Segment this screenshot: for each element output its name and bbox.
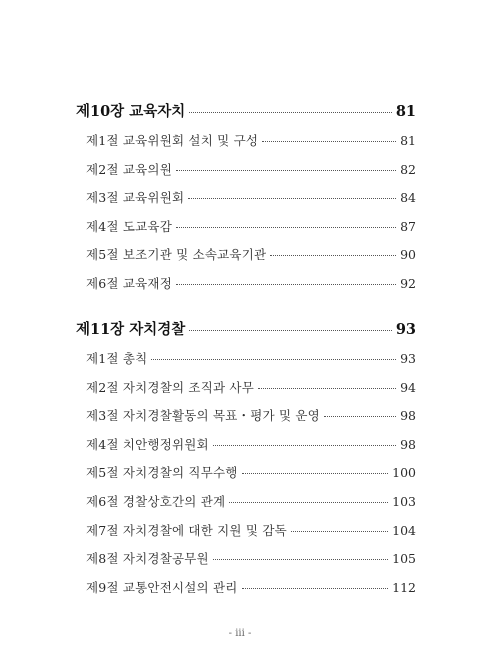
section-page-number: 105 — [392, 551, 416, 567]
chapter-heading — [76, 100, 416, 130]
section-page-number: 92 — [400, 275, 416, 291]
toc-entry — [76, 274, 416, 303]
section-page-number: 98 — [400, 408, 416, 424]
toc-entry — [76, 160, 416, 189]
section-title: 제5절 보조기관 및 소속교육기관 — [86, 247, 267, 263]
chapter-page-number: 93 — [395, 321, 416, 338]
section-page-number: 94 — [400, 379, 416, 395]
dot-leader — [242, 472, 389, 474]
toc-entry — [76, 131, 416, 160]
section-page-number: 104 — [392, 522, 416, 538]
section-title: 제8절 자치경찰공무원 — [86, 551, 209, 567]
dot-leader — [188, 197, 396, 199]
section-title: 제2절 자치경찰의 조직과 사무 — [86, 379, 254, 395]
dot-leader — [151, 358, 396, 360]
section-title: 제6절 교육재정 — [86, 275, 172, 291]
section-page-number: 98 — [400, 436, 416, 452]
toc-entry — [76, 188, 416, 217]
chapter-heading — [76, 318, 416, 348]
section-page-number: 87 — [400, 218, 416, 234]
section-page-number: 82 — [400, 161, 416, 177]
section-page-number: 100 — [392, 465, 416, 481]
section-page-number: 90 — [400, 247, 416, 263]
section-title: 제7절 자치경찰에 대한 지원 및 감독 — [86, 522, 287, 538]
section-page-number: 103 — [392, 493, 416, 509]
toc-entry — [76, 217, 416, 246]
section-title: 제4절 도교육감 — [86, 218, 172, 234]
dot-leader — [213, 444, 396, 446]
dot-leader — [176, 169, 396, 171]
section-page-number: 112 — [392, 579, 416, 595]
toc-entry — [76, 349, 416, 378]
chapter-title: 제11장 자치경찰 — [76, 321, 186, 338]
dot-leader — [270, 254, 396, 256]
section-title: 제2절 교육의원 — [86, 161, 172, 177]
toc-entry — [76, 521, 416, 550]
dot-leader — [189, 329, 392, 331]
dot-leader — [262, 140, 396, 142]
section-title: 제5절 자치경찰의 직무수행 — [86, 465, 238, 481]
chapter-11-block — [76, 318, 416, 606]
toc-entry — [76, 378, 416, 407]
dot-leader — [213, 558, 388, 560]
dot-leader — [189, 111, 392, 113]
chapter-title: 제10장 교육자치 — [76, 103, 186, 120]
section-title: 제3절 교육위원회 — [86, 190, 185, 206]
dot-leader — [229, 501, 388, 503]
section-page-number: 93 — [400, 351, 416, 366]
section-page-number: 81 — [400, 133, 416, 148]
toc-entry — [76, 492, 416, 521]
toc-entry — [76, 463, 416, 492]
dot-leader — [291, 530, 388, 532]
dot-leader — [242, 587, 389, 589]
dot-leader — [258, 387, 396, 389]
dot-leader — [324, 415, 396, 417]
section-title: 제3절 자치경찰활동의 목표・평가 및 운영 — [86, 408, 320, 424]
toc-entry — [76, 406, 416, 435]
toc-entry — [76, 245, 416, 274]
toc-entry — [76, 435, 416, 464]
section-title: 제1절 총칙 — [86, 351, 148, 366]
section-title: 제4절 치안행정위원회 — [86, 436, 209, 452]
section-page-number: 84 — [400, 190, 416, 206]
toc-entry — [76, 549, 416, 578]
dot-leader — [176, 283, 396, 285]
chapter-10-block — [76, 100, 416, 303]
dot-leader — [176, 226, 396, 228]
section-title: 제9절 교통안전시설의 관리 — [86, 579, 238, 595]
chapter-page-number: 81 — [395, 103, 416, 120]
page-footer-number: - iii - — [228, 628, 252, 639]
section-title: 제6절 경찰상호간의 관계 — [86, 493, 226, 509]
toc-entry — [76, 578, 416, 607]
section-title: 제1절 교육위원회 설치 및 구성 — [86, 133, 259, 148]
